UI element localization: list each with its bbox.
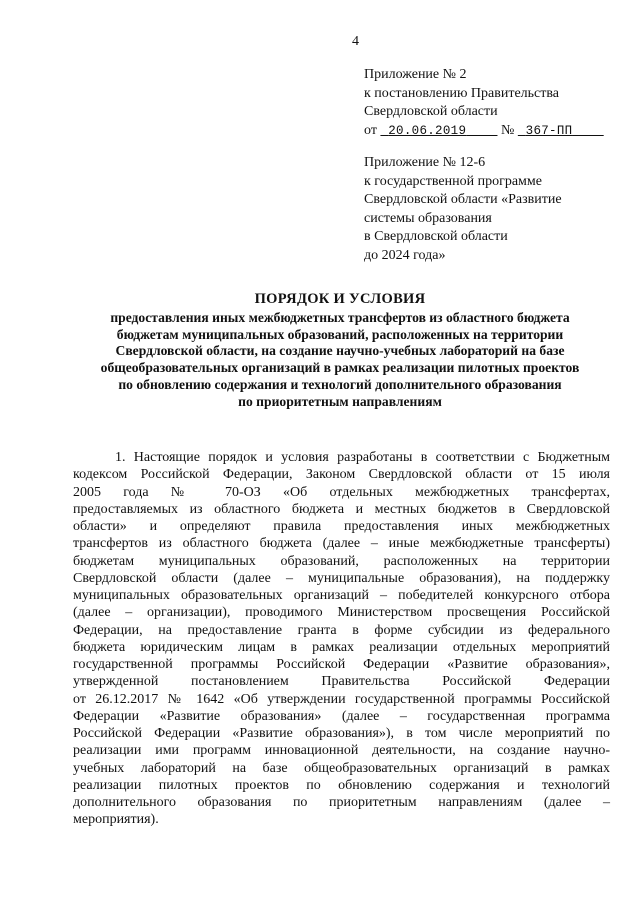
page-number: 4 [352,34,359,49]
resolution-date: 20.06.2019 [388,123,467,138]
appendix-12-6-line: к государственной программе [364,173,542,189]
appendix-12-6-block [364,154,562,265]
subtitle-line: Свердловской области, на создание научно-учебных лабораторий на базе [115,343,565,359]
paragraph-line: предоставляемых из областного бюджета и местных бюджетов в Свердловской [73,501,610,517]
paragraph-line: Федерации «Развитие образования» (далее – государственная программа [73,708,610,724]
paragraph-line: учебных лабораторий на базе общеобразовательных организаций в рамках [73,760,610,776]
paragraph-line: бюджетам муниципальных образований, расположенных на территории [73,553,610,569]
paragraph-line: утвержденной постановлением Правительства Российской Федерации [73,674,610,690]
paragraph-line: бюджета юридическим лицам в рамках реализации отдельных мероприятий [73,639,610,655]
paragraph-line: мероприятия). [73,812,159,828]
appendix-12-6-line: до 2024 года» [364,247,446,263]
paragraph-line: дополнительного образования по приоритетным направлениям (далее – [73,795,610,810]
appendix-2-line: Свердловской области [364,104,498,119]
appendix-2-title: Приложение № 2 [364,67,467,82]
paragraph-line: кодексом Российской Федерации, Законом Свердловской области от 15 июля [73,467,610,483]
paragraph-line: области» и определяют правила предоставления иных межбюджетных [73,519,610,534]
subtitle-line: бюджетам муниципальных образований, расположенных на территории [116,326,564,342]
subtitle-line: по обновлению содержания и технологий дополнительного образования [118,376,562,392]
date-prefix: от [364,122,377,138]
document-subtitle [60,310,620,410]
appendix-2-line: к постановлению Правительства [364,85,560,101]
paragraph-line: реализации пилотных проектов по обновлению содержания и технологий [73,777,610,793]
paragraph-1 [73,449,610,829]
paragraph-line: Федерации, на предоставление гранта в форме субсидии из федерального [73,622,610,638]
paragraph-line: от 26.12.2017 № 1642 «Об утверждении государственной программы Российской [73,691,610,707]
subtitle-line: по приоритетным направлениям [238,393,442,409]
paragraph-line: 1. Настоящие порядок и условия разработаны в соответствии с Бюджетным [115,450,610,465]
paragraph-line: (далее – организации), проводимого Министерством просвещения Российской [73,605,610,621]
appendix-12-6-line: в Свердловской области [364,229,508,244]
paragraph-line: 2005 года № 70-ОЗ «Об отдельных межбюджетных трансфертах, [73,484,610,500]
appendix-2-block [364,66,604,140]
appendix-12-6-line: системы образования [364,210,492,226]
paragraph-line: Свердловской области (далее – муниципальные образования), на поддержку [73,570,610,586]
paragraph-line: трансфертов из областного бюджета (далее – иные межбюджетные трансферты) [73,536,610,552]
resolution-reference [364,122,604,141]
paragraph-line: государственной программы Российской Федерации «Развитие образования», [73,657,610,672]
appendix-12-6-line: Свердловской области «Развитие [364,192,562,207]
resolution-number: 367-ПП [525,123,573,138]
subtitle-line: предоставления иных межбюджетных трансфертов из областного бюджета [110,310,570,325]
paragraph-line: Российской Федерации «Развитие образования»), в том числе мероприятий по [73,726,610,741]
document-title: ПОРЯДОК И УСЛОВИЯ [254,291,426,307]
subtitle-line: общеобразовательных организаций в рамках реализации пилотных проектов [100,360,580,376]
number-prefix: № [500,122,515,138]
paragraph-line: муниципальных образовательных организаций – победителей конкурсного отбора [73,588,610,603]
paragraph-line: реализации ими программ инновационной деятельности, на создание научно- [73,743,610,759]
appendix-12-6-title: Приложение № 12-6 [364,155,486,170]
